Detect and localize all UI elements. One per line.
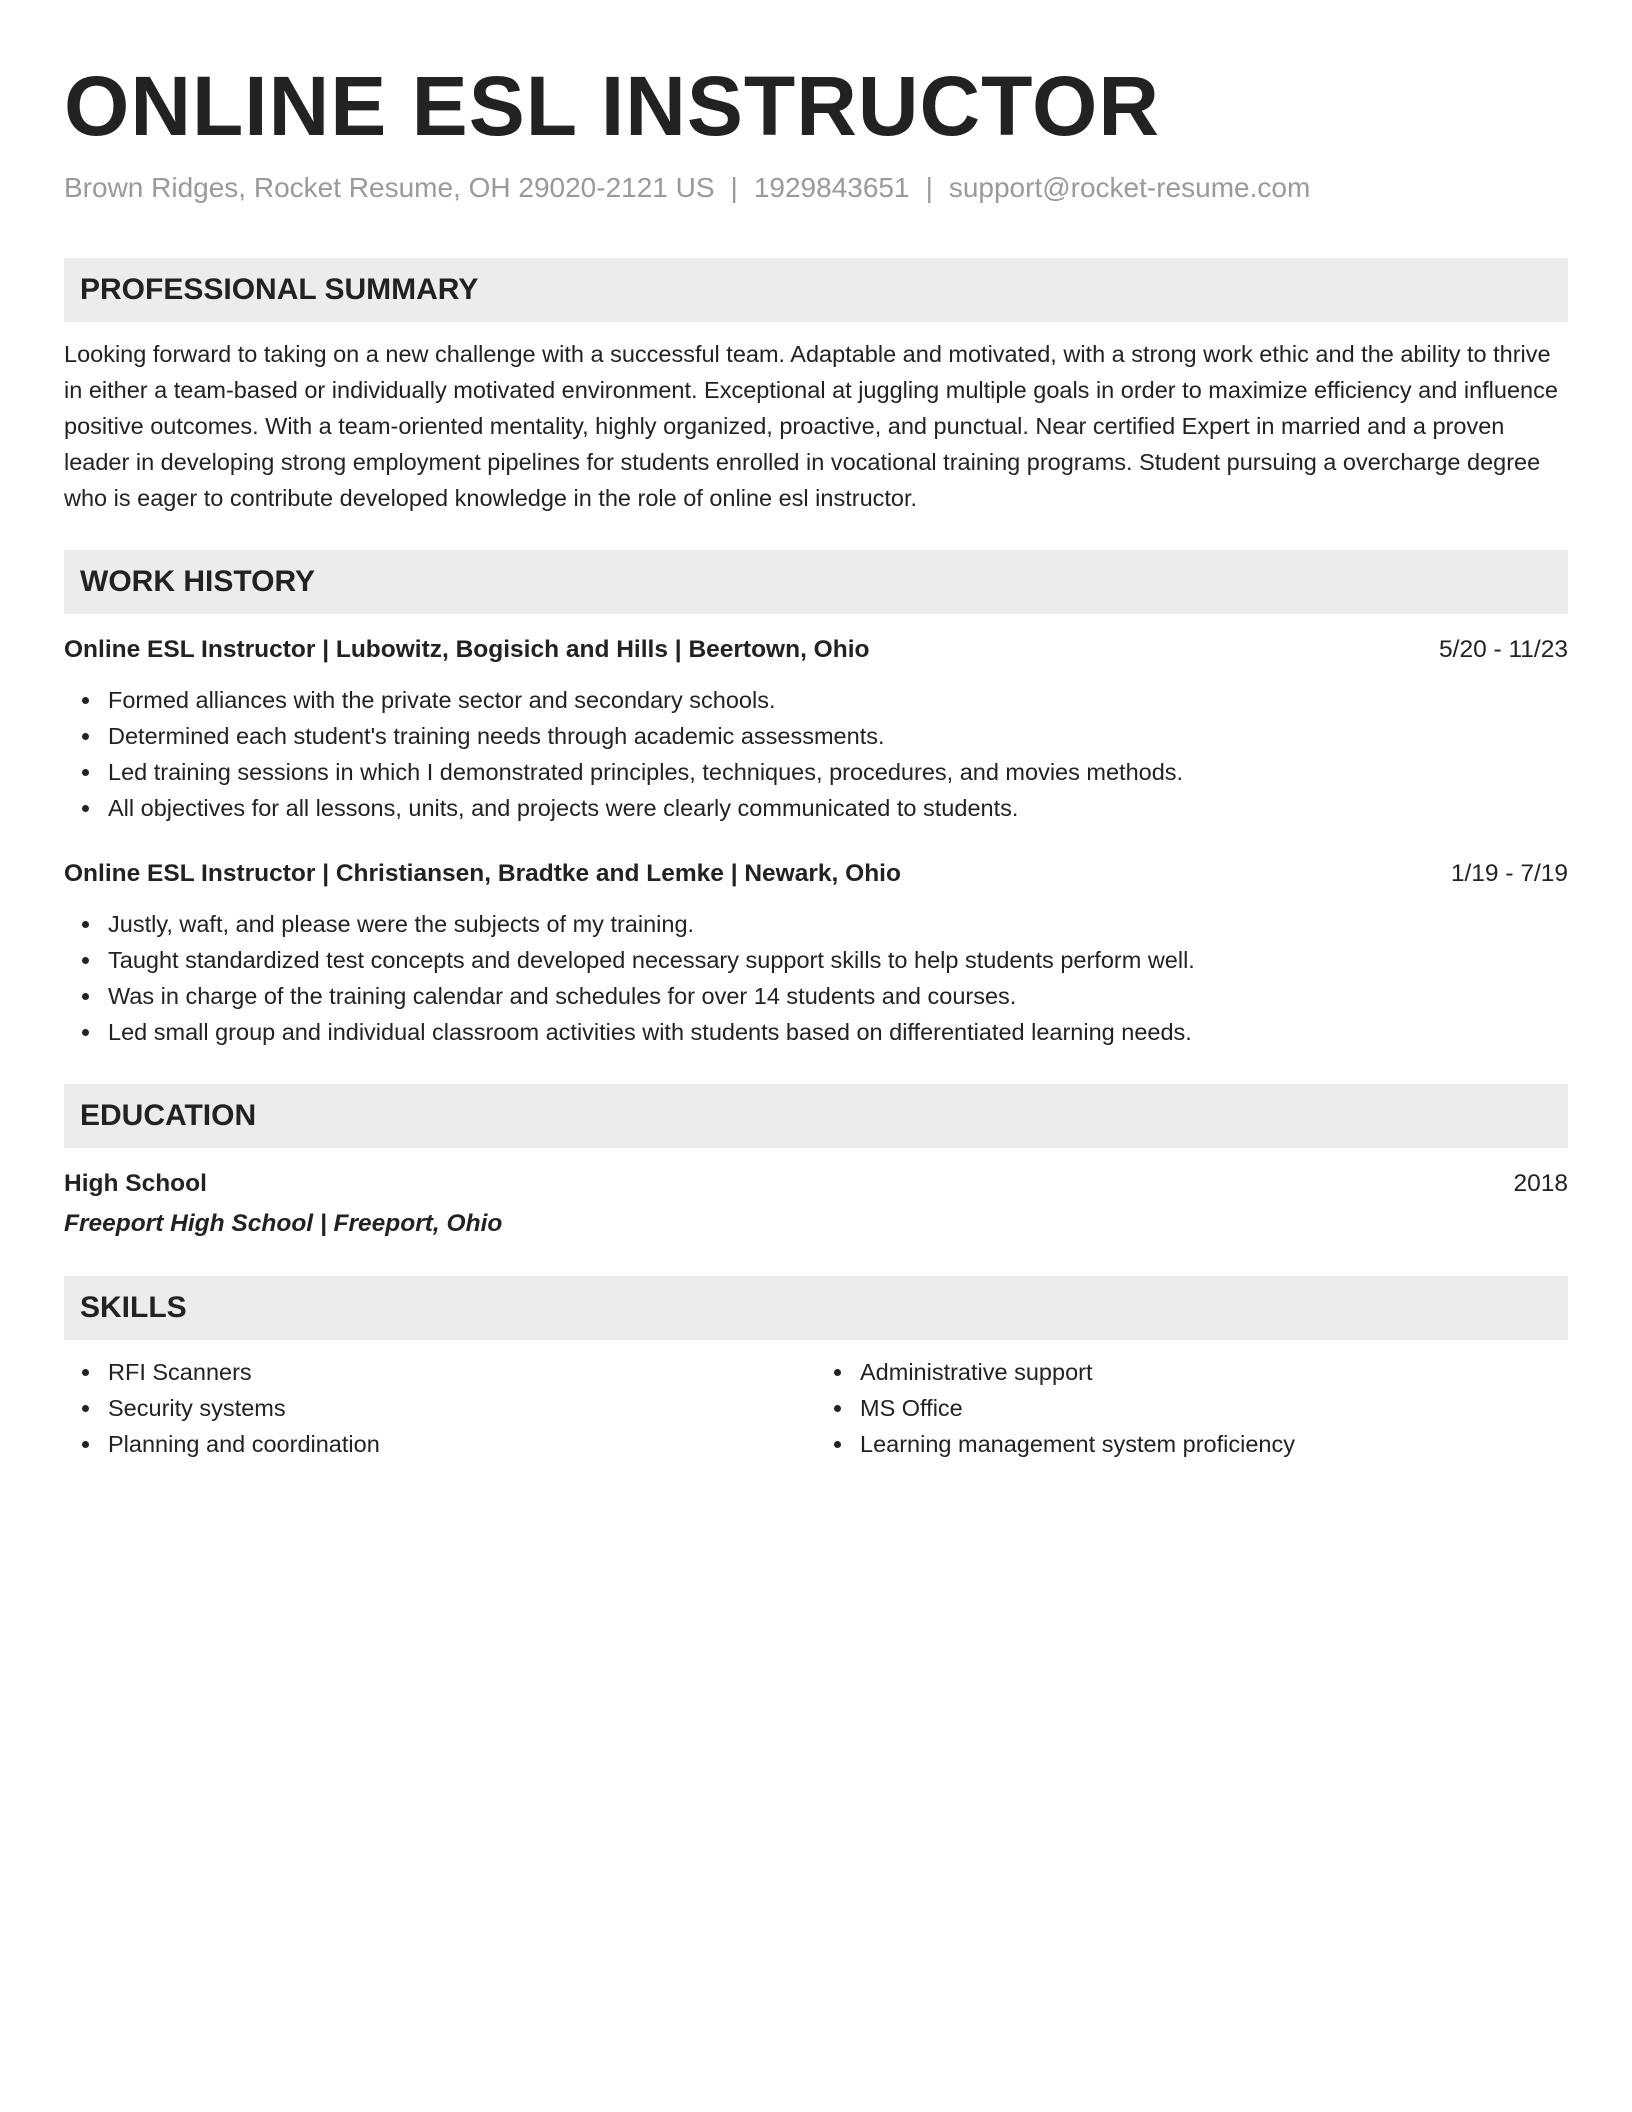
job-title: Online ESL Instructor | Lubowitz, Bogisich and Hills | Beertown, Ohio	[64, 636, 870, 663]
education-entry	[64, 1166, 1568, 1242]
skill-item: Administrative support	[860, 1354, 1568, 1390]
work-history-section	[64, 550, 1568, 1050]
section-heading-work: WORK HISTORY	[64, 550, 1568, 614]
job-bullet: Was in charge of the training calendar and schedules for over 14 students and courses.	[108, 978, 1568, 1014]
skill-item: RFI Scanners	[108, 1354, 816, 1390]
job-bullet: Taught standardized test concepts and developed necessary support skills to help students perform well.	[108, 942, 1568, 978]
section-heading-summary: PROFESSIONAL SUMMARY	[64, 258, 1568, 322]
education-section	[64, 1084, 1568, 1242]
job-bullet: Justly, waft, and please were the subjects of my training.	[108, 906, 1568, 942]
section-heading-education: EDUCATION	[64, 1084, 1568, 1148]
contact-email: support@rocket-resume.com	[948, 172, 1311, 203]
job-bullet: Led small group and individual classroom activities with students based on differentiated learning needs.	[108, 1014, 1568, 1050]
contact-separator: |	[730, 172, 738, 203]
summary-text: Looking forward to taking on a new challenge with a successful team. Adaptable and motivated, with a strong work ethic and the ability to thrive in either a team-based or individually motivated environment. Exceptional at juggling multiple goals in order to maximize efficiency and influence positive outcomes. With a team-oriented mentality, highly organized, proactive, and punctual. Near certified Expert in married and a proven leader in developing strong employment pipelines for students enrolled in vocational training programs. Student pursuing a overcharge degree who is eager to contribute developed knowledge in the role of online esl instructor.	[64, 341, 1558, 511]
section-heading-skills: SKILLS	[64, 1276, 1568, 1340]
job-entry	[64, 856, 1568, 1050]
job-bullet: Led training sessions in which I demonstrated principles, techniques, procedures, and movies methods.	[108, 754, 1568, 790]
job-bullet: Formed alliances with the private sector and secondary schools.	[108, 682, 1568, 718]
professional-summary-section	[64, 258, 1568, 516]
education-header	[64, 1166, 1568, 1202]
education-school: Freeport High School | Freeport, Ohio	[64, 1210, 503, 1237]
job-header	[64, 856, 1568, 892]
contact-address: Brown Ridges, Rocket Resume, OH 29020-2121 US	[64, 172, 715, 203]
skills-list	[816, 1354, 1568, 1462]
skills-list	[64, 1354, 816, 1462]
skills-column-left	[64, 1354, 816, 1462]
job-dates: 5/20 - 11/23	[1439, 636, 1568, 663]
skill-item: Learning management system proficiency	[860, 1426, 1568, 1462]
job-title: Online ESL Instructor | Christiansen, Bradtke and Lemke | Newark, Ohio	[64, 860, 901, 887]
skills-column-right	[816, 1354, 1568, 1462]
skills-section	[64, 1276, 1568, 1462]
job-bullet: All objectives for all lessons, units, and projects were clearly communicated to students.	[108, 790, 1568, 826]
skills-grid	[64, 1354, 1568, 1462]
skill-item: Security systems	[108, 1390, 816, 1426]
job-bullets	[64, 682, 1568, 826]
contact-phone: 1929843651	[753, 172, 910, 203]
contact-line	[64, 168, 1568, 208]
skill-item: MS Office	[860, 1390, 1568, 1426]
job-entry	[64, 632, 1568, 826]
job-bullet: Determined each student's training needs through academic assessments.	[108, 718, 1568, 754]
skill-item: Planning and coordination	[108, 1426, 816, 1462]
contact-separator: |	[925, 172, 933, 203]
job-header	[64, 632, 1568, 668]
resume-name: ONLINE ESL INSTRUCTOR	[64, 59, 1160, 153]
job-dates: 1/19 - 7/19	[1450, 860, 1568, 887]
education-year: 2018	[1513, 1170, 1568, 1197]
job-bullets	[64, 906, 1568, 1050]
education-degree: High School	[64, 1170, 207, 1197]
